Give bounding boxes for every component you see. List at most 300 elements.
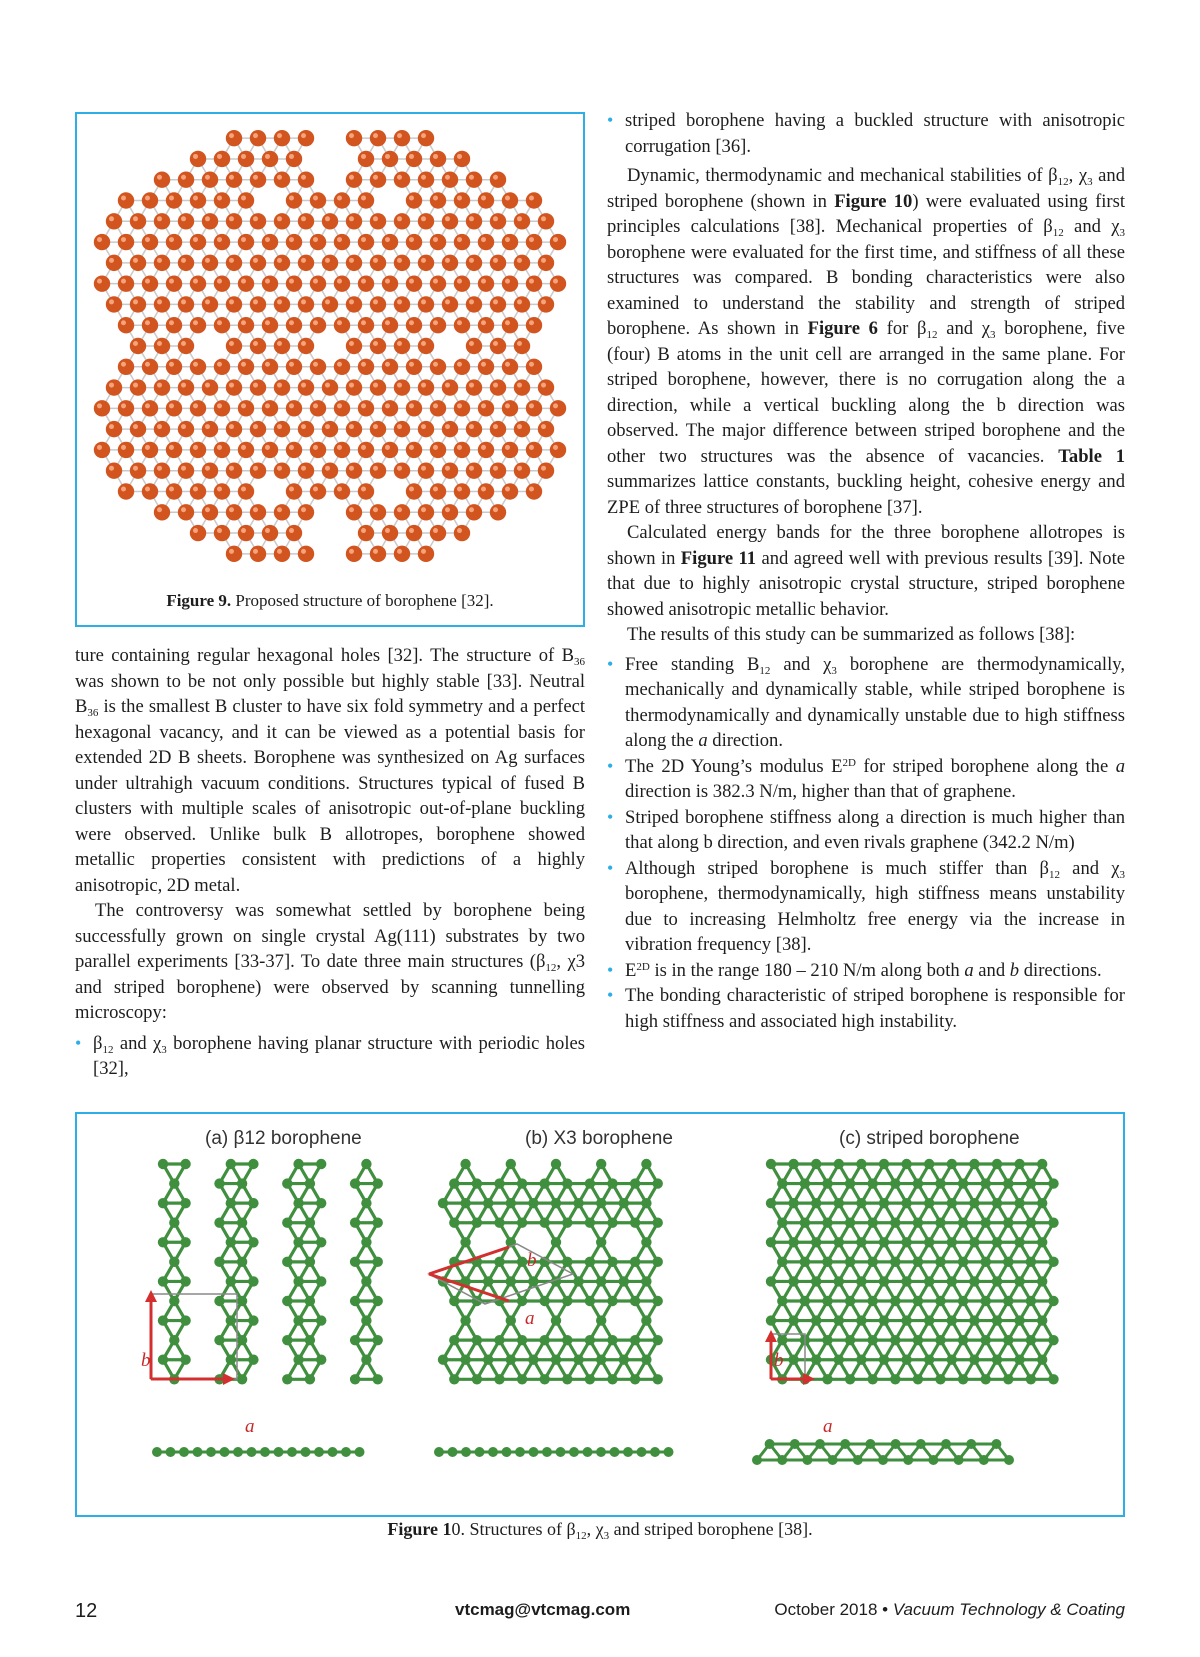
lattice-atom: [981, 1296, 991, 1306]
lattice-atom: [316, 1237, 326, 1247]
lattice-atom: [562, 1296, 572, 1306]
lattice-atom: [834, 1198, 844, 1208]
lattice-atom: [766, 1198, 776, 1208]
lattice-atom: [237, 1296, 247, 1306]
boron-atom: [394, 546, 410, 562]
atom-highlight: [541, 216, 546, 221]
boron-atom: [202, 421, 218, 437]
lattice-atom: [449, 1335, 459, 1345]
boron-atom: [346, 421, 362, 437]
panel-b-axis-a-label: a: [525, 1308, 535, 1329]
lattice-atom: [822, 1296, 832, 1306]
boron-atom: [250, 130, 266, 146]
boron-atom: [226, 213, 242, 229]
boron-atom: [322, 421, 338, 437]
boron-atom: [406, 275, 422, 291]
boron-atom: [358, 192, 374, 208]
atom-highlight: [97, 403, 102, 408]
atom-highlight: [265, 237, 270, 242]
boron-atom: [214, 400, 230, 416]
lattice-atom: [1026, 1218, 1036, 1228]
lattice-atom: [935, 1218, 945, 1228]
boron-atom: [334, 275, 350, 291]
lattice-atom: [472, 1218, 482, 1228]
lattice-atom: [180, 1315, 190, 1325]
boron-atom: [430, 359, 446, 375]
lattice-atom: [890, 1178, 900, 1188]
atom-highlight: [301, 133, 306, 138]
atom-highlight: [157, 341, 162, 346]
lattice-atom: [434, 1447, 444, 1457]
boron-atom: [166, 192, 182, 208]
atom-highlight: [241, 403, 246, 408]
lattice-atom: [214, 1335, 224, 1345]
atom-highlight: [229, 175, 234, 180]
boron-atom: [502, 192, 518, 208]
atom-highlight: [205, 299, 210, 304]
lattice-atom: [788, 1237, 798, 1247]
boron-atom: [382, 151, 398, 167]
lattice-atom: [641, 1315, 651, 1325]
boron-atom: [454, 525, 470, 541]
lattice-atom: [901, 1315, 911, 1325]
atom-highlight: [205, 507, 210, 512]
lattice-atom: [856, 1198, 866, 1208]
boron-atom: [178, 296, 194, 312]
lattice-atom: [373, 1218, 383, 1228]
atom-highlight: [169, 403, 174, 408]
boron-atom: [286, 192, 302, 208]
atom-highlight: [481, 279, 486, 284]
atom-highlight: [289, 154, 294, 159]
lattice-atom: [248, 1237, 258, 1247]
lattice-atom: [1037, 1276, 1047, 1286]
boron-atom: [274, 255, 290, 271]
lattice-atom: [517, 1218, 527, 1228]
atom-highlight: [385, 362, 390, 367]
lattice-atom: [585, 1296, 595, 1306]
lattice-atom: [947, 1159, 957, 1169]
lattice-atom: [954, 1455, 964, 1465]
boron-atom: [394, 255, 410, 271]
lattice-atom: [969, 1315, 979, 1325]
atom-highlight: [325, 424, 330, 429]
boron-atom: [226, 379, 242, 395]
lattice-atom: [233, 1447, 243, 1457]
lattice-atom: [630, 1178, 640, 1188]
boron-atom: [238, 151, 254, 167]
atom-highlight: [205, 216, 210, 221]
lattice-atom: [361, 1198, 371, 1208]
atom-highlight: [433, 528, 438, 533]
boron-atom: [286, 359, 302, 375]
atom-highlight: [397, 299, 402, 304]
atom-highlight: [157, 216, 162, 221]
lattice-atom: [607, 1257, 617, 1267]
lattice-atom: [540, 1335, 550, 1345]
lattice-atom: [206, 1447, 216, 1457]
atom-highlight: [229, 133, 234, 138]
boron-atom: [298, 130, 314, 146]
boron-atom: [490, 172, 506, 188]
lattice-atom: [226, 1159, 236, 1169]
boron-atom: [466, 213, 482, 229]
lattice-atom: [969, 1355, 979, 1365]
lattice-atom: [158, 1159, 168, 1169]
lattice-atom: [800, 1257, 810, 1267]
boron-atom: [466, 421, 482, 437]
atom-highlight: [289, 403, 294, 408]
atom-highlight: [469, 424, 474, 429]
atom-highlight: [145, 196, 150, 201]
lattice-atom: [981, 1178, 991, 1188]
atom-highlight: [469, 175, 474, 180]
lattice-atom: [935, 1178, 945, 1188]
boron-atom: [526, 400, 542, 416]
atom-highlight: [445, 175, 450, 180]
atom-highlight: [265, 279, 270, 284]
boron-atom: [430, 317, 446, 333]
lattice-atom: [282, 1374, 292, 1384]
lattice-atom: [373, 1257, 383, 1267]
lattice-atom: [790, 1439, 800, 1449]
atom-highlight: [277, 466, 282, 471]
lattice-atom: [226, 1355, 236, 1365]
boron-atom: [178, 463, 194, 479]
atom-highlight: [277, 258, 282, 263]
atom-highlight: [433, 362, 438, 367]
atom-highlight: [541, 383, 546, 388]
lattice-atom: [180, 1159, 190, 1169]
atom-highlight: [253, 258, 258, 263]
lattice-atom: [822, 1335, 832, 1345]
boron-atom: [442, 379, 458, 395]
lattice-atom: [494, 1335, 504, 1345]
lattice-atom: [879, 1237, 889, 1247]
boron-atom: [214, 234, 230, 250]
lattice-atom: [596, 1276, 606, 1286]
boron-atom: [490, 421, 506, 437]
atom-highlight: [529, 237, 534, 242]
boron-atom: [442, 463, 458, 479]
atom-highlight: [397, 383, 402, 388]
atom-highlight: [373, 549, 378, 554]
boron-atom: [118, 192, 134, 208]
lattice-atom: [169, 1335, 179, 1345]
lattice-atom: [653, 1257, 663, 1267]
boron-atom: [346, 255, 362, 271]
atom-highlight: [373, 466, 378, 471]
boron-atom: [550, 275, 566, 291]
atom-highlight: [325, 216, 330, 221]
lattice-atom: [472, 1178, 482, 1188]
boron-atom: [370, 379, 386, 395]
atom-highlight: [265, 528, 270, 533]
lattice-atom: [540, 1296, 550, 1306]
lattice-atom: [551, 1198, 561, 1208]
boron-atom: [370, 338, 386, 354]
lattice-atom: [158, 1237, 168, 1247]
lattice-atom: [293, 1315, 303, 1325]
boron-atom: [214, 525, 230, 541]
boron-atom: [322, 213, 338, 229]
lattice-atom: [1037, 1198, 1047, 1208]
atom-highlight: [349, 258, 354, 263]
lattice-atom: [845, 1178, 855, 1188]
atom-highlight: [373, 424, 378, 429]
atom-highlight: [517, 299, 522, 304]
lattice-atom: [517, 1374, 527, 1384]
atom-highlight: [421, 175, 426, 180]
boron-atom: [442, 504, 458, 520]
boron-atom: [310, 192, 326, 208]
atom-highlight: [457, 237, 462, 242]
atom-highlight: [469, 507, 474, 512]
boron-atom: [190, 483, 206, 499]
lattice-atom: [596, 1315, 606, 1325]
boron-atom: [478, 317, 494, 333]
boron-atom: [274, 421, 290, 437]
atom-highlight: [277, 175, 282, 180]
lattice-atom: [856, 1355, 866, 1365]
atom-highlight: [529, 279, 534, 284]
lattice-atom: [777, 1178, 787, 1188]
lattice-atom: [630, 1218, 640, 1228]
atom-highlight: [409, 445, 414, 450]
lattice-atom: [845, 1296, 855, 1306]
atom-highlight: [169, 279, 174, 284]
lattice-atom: [596, 1447, 606, 1457]
atom-highlight: [493, 424, 498, 429]
lattice-atom: [542, 1447, 552, 1457]
boron-atom: [370, 546, 386, 562]
atom-highlight: [385, 528, 390, 533]
boron-atom: [262, 442, 278, 458]
lattice-atom: [901, 1198, 911, 1208]
lattice-atom: [856, 1315, 866, 1325]
boron-atom: [442, 213, 458, 229]
atom-highlight: [337, 362, 342, 367]
boron-atom: [478, 359, 494, 375]
boron-atom: [418, 255, 434, 271]
atom-highlight: [493, 258, 498, 263]
lattice-atom: [305, 1178, 315, 1188]
boron-atom: [502, 317, 518, 333]
boron-atom: [190, 359, 206, 375]
lattice-atom: [316, 1198, 326, 1208]
atom-highlight: [409, 362, 414, 367]
lattice-atom: [1003, 1178, 1013, 1188]
boron-atom: [418, 338, 434, 354]
atom-highlight: [433, 320, 438, 325]
boron-atom: [490, 504, 506, 520]
lattice-atom: [811, 1276, 821, 1286]
boron-atom: [334, 359, 350, 375]
lattice-atom: [248, 1198, 258, 1208]
atom-highlight: [505, 445, 510, 450]
atom-highlight: [121, 362, 126, 367]
boron-atom: [370, 130, 386, 146]
lattice-atom: [350, 1257, 360, 1267]
lattice-atom: [1003, 1374, 1013, 1384]
lattice-atom: [1014, 1159, 1024, 1169]
lattice-atom: [607, 1178, 617, 1188]
lattice-atom: [641, 1198, 651, 1208]
lattice-atom: [1048, 1257, 1058, 1267]
lattice-atom: [845, 1374, 855, 1384]
boron-atom: [262, 359, 278, 375]
atom-highlight: [373, 299, 378, 304]
boron-atom: [130, 421, 146, 437]
atom-highlight: [97, 279, 102, 284]
lattice-atom: [992, 1198, 1002, 1208]
boron-atom: [94, 275, 110, 291]
boron-atom: [298, 255, 314, 271]
boron-atom: [478, 483, 494, 499]
atom-highlight: [373, 341, 378, 346]
atom-highlight: [229, 216, 234, 221]
atom-highlight: [541, 466, 546, 471]
boron-atom: [538, 213, 554, 229]
atom-highlight: [505, 196, 510, 201]
boron-atom: [430, 234, 446, 250]
boron-atom: [298, 504, 314, 520]
atom-highlight: [193, 486, 198, 491]
boron-atom: [166, 359, 182, 375]
boron-atom: [298, 379, 314, 395]
lattice-atom: [958, 1257, 968, 1267]
atom-highlight: [133, 216, 138, 221]
boron-atom: [310, 442, 326, 458]
boron-atom: [526, 359, 542, 375]
boron-atom: [190, 400, 206, 416]
atom-highlight: [109, 383, 114, 388]
atom-highlight: [229, 383, 234, 388]
boron-atom: [442, 255, 458, 271]
lattice-atom: [845, 1218, 855, 1228]
atom-highlight: [349, 507, 354, 512]
atom-highlight: [277, 383, 282, 388]
atom-highlight: [289, 320, 294, 325]
lattice-atom: [947, 1276, 957, 1286]
beta12-lattice: [158, 1159, 383, 1385]
lattice-atom: [891, 1439, 901, 1449]
lattice-atom: [540, 1218, 550, 1228]
boron-atom: [214, 359, 230, 375]
lattice-atom: [248, 1315, 258, 1325]
atom-highlight: [325, 299, 330, 304]
boron-atom: [358, 275, 374, 291]
atom-highlight: [181, 466, 186, 471]
boron-atom: [418, 504, 434, 520]
atom-highlight: [169, 362, 174, 367]
atom-highlight: [349, 299, 354, 304]
boron-atom: [166, 442, 182, 458]
atom-highlight: [181, 383, 186, 388]
atom-highlight: [409, 528, 414, 533]
boron-atom: [178, 421, 194, 437]
lattice-atom: [562, 1218, 572, 1228]
lattice-atom: [992, 1276, 1002, 1286]
lattice-atom: [822, 1257, 832, 1267]
boron-atom: [394, 338, 410, 354]
atom-highlight: [205, 258, 210, 263]
lattice-atom: [879, 1159, 889, 1169]
lattice-atom: [517, 1335, 527, 1345]
atom-highlight: [553, 237, 558, 242]
chi3-lattice: [438, 1159, 663, 1385]
lattice-atom: [562, 1374, 572, 1384]
boron-atom: [226, 172, 242, 188]
footer-email[interactable]: vtcmag@vtcmag.com: [455, 1600, 631, 1619]
boron-atom: [286, 400, 302, 416]
boron-atom: [454, 483, 470, 499]
lattice-atom: [981, 1374, 991, 1384]
lattice-atom: [528, 1198, 538, 1208]
lattice-atom: [248, 1159, 258, 1169]
lattice-atom: [506, 1315, 516, 1325]
boron-atom: [166, 234, 182, 250]
atom-highlight: [241, 528, 246, 533]
atom-highlight: [493, 507, 498, 512]
lattice-atom: [596, 1159, 606, 1169]
lattice-atom: [448, 1447, 458, 1457]
lattice-atom: [556, 1447, 566, 1457]
boron-atom: [142, 317, 158, 333]
lattice-atom: [237, 1178, 247, 1188]
lattice-atom: [653, 1218, 663, 1228]
lattice-atom: [913, 1296, 923, 1306]
lattice-atom: [282, 1218, 292, 1228]
atom-highlight: [517, 341, 522, 346]
atom-highlight: [265, 403, 270, 408]
atom-highlight: [361, 528, 366, 533]
boron-atom: [346, 338, 362, 354]
atom-highlight: [493, 341, 498, 346]
atom-highlight: [277, 299, 282, 304]
lattice-atom: [305, 1257, 315, 1267]
lattice-atom: [373, 1374, 383, 1384]
boron-atom: [310, 359, 326, 375]
atom-highlight: [457, 279, 462, 284]
lattice-atom: [158, 1276, 168, 1286]
atom-highlight: [193, 196, 198, 201]
lattice-atom: [237, 1374, 247, 1384]
boron-atom: [178, 338, 194, 354]
boron-atom: [214, 442, 230, 458]
lattice-atom: [834, 1276, 844, 1286]
lattice-atom: [506, 1355, 516, 1365]
boron-atom: [454, 151, 470, 167]
boron-atom: [502, 275, 518, 291]
boron-atom: [202, 463, 218, 479]
boron-atom: [118, 359, 134, 375]
boron-atom: [298, 463, 314, 479]
boron-atom: [226, 338, 242, 354]
lattice-atom: [562, 1335, 572, 1345]
lattice-atom: [901, 1159, 911, 1169]
panel-b-axis-b-label: b: [527, 1250, 537, 1271]
atom-highlight: [433, 279, 438, 284]
lattice-atom: [947, 1315, 957, 1325]
boron-atom: [526, 234, 542, 250]
atom-highlight: [433, 196, 438, 201]
lattice-atom: [461, 1447, 471, 1457]
boron-atom: [382, 275, 398, 291]
atom-highlight: [205, 383, 210, 388]
boron-atom: [478, 442, 494, 458]
boron-atom: [394, 379, 410, 395]
